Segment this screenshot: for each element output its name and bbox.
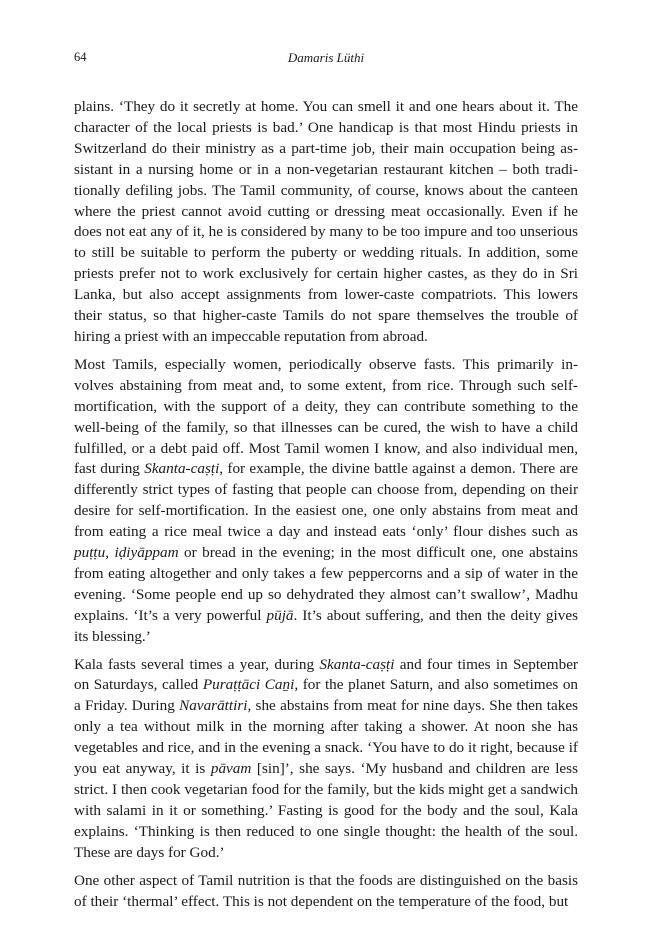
text-run: and four times in September on Saturdays, called xyxy=(74,655,578,694)
text-run: . It’s about suffering, and then the deity gives its blessing.’ xyxy=(74,606,578,645)
text-run: , xyxy=(105,544,115,562)
italic-term-skanta-casti: Skanta-caṣṭi xyxy=(319,655,395,673)
italic-term-pavam: pāvam xyxy=(210,760,252,778)
text-run: , she abstains from meat for nine days. She then takes only a tea without milk in the morning after taking a shower. At noon she has vegetables and rice, and in the evening a snack. ‘You have to do it right, because if you eat anyway, it is xyxy=(74,697,579,778)
italic-term-navarattiri: Navarāttiri xyxy=(179,697,248,715)
paragraph-fasting xyxy=(74,355,578,648)
italic-term-puja: pūjā xyxy=(266,606,294,624)
running-head xyxy=(74,50,578,70)
text-run: or bread in the evening; in the most difficult one, one abstains from eating altogether and only takes a few peppercorns and a sip of water in the evening. ‘Some people end up so dehydrated they almost can’t swallow’, Madhu explains. ‘It’s a very powerful xyxy=(74,544,578,624)
body-text xyxy=(74,97,578,912)
paragraph-priests: plains. ‘They do it secretly at home. You can smell it and one hears about it. The character of the local priests is bad.’ One handicap is that most Hindu priests in Switzerland do their ministry as a part-time job, their main occupation being assistant in a nursing home or in a non-vegetarian restaurant kitchen – both traditionally defiling jobs. The Tamil community, of course, knows about the canteen where the priest cannot avoid cutting or dressing meat occasionally. Even if he does not eat any of it, he is considered by many to be too impure and too unserious to still be suitable to perform the puberty or wedding rituals. In addition, some priests prefer not to work exclusively for certain higher castes, as they do in Sri Lanka, but also accept assignments from lower-caste compatriots. This lowers their status, so that higher-caste Tamils do not spare themselves the trouble of hiring a priest with an impeccable reputation from abroad. xyxy=(74,98,578,345)
text-run: , for the planet Saturn, and also sometimes on a Friday. During xyxy=(74,676,579,715)
text-run: [sin]’, she says. ‘My husband and children are less strict. I then cook vegetarian food for the family, but the kids might get a sandwich with salami in it or something.’ Fasting is good for the body and the soul, Kala explains. ‘Thinking is then reduced to one single thought: the health of the soul. These are days for God.’ xyxy=(74,760,578,861)
page-number: 64 xyxy=(74,50,87,64)
italic-term-idiyappam: iḍiyāppam xyxy=(114,544,179,562)
running-head-author: Damaris Lüthi xyxy=(287,50,365,65)
text-run: , for example, the divine battle against a demon. There are differently strict types of fasting that people can choose from, depending on their desire for self-mortification. In the easiest one, one only abstains from meat and from eating a rice meal twice a day and instead eats ‘only’ flour dishes such as xyxy=(74,460,578,541)
italic-term-puttu: puṭṭu xyxy=(74,544,106,562)
paragraph-kala xyxy=(74,655,578,864)
italic-term-skanta-casti: Skanta-caṣṭi xyxy=(144,460,220,478)
text-run: Kala fasts several times a year, during xyxy=(74,655,320,673)
italic-term-purattaci-cani: Puraṭṭāci Caṉi xyxy=(202,676,295,694)
paragraph-thermal: One other aspect of Tamil nutrition is that the foods are distinguished on the basis of their ‘thermal’ effect. This is not dependent on the temperature of the food, but xyxy=(74,871,578,910)
text-run: Most Tamils, especially women, periodically observe fasts. This primarily involves abstaining from meat and, to some extent, from rice. Through such self-mortification, with the support of a deity, they can contribute something to the well-being of the family, so that illnesses can be cured, the wish to have a child fulfilled, or a debt paid off. Most Tamil women I know, and also individual men, fast during xyxy=(74,355,578,478)
